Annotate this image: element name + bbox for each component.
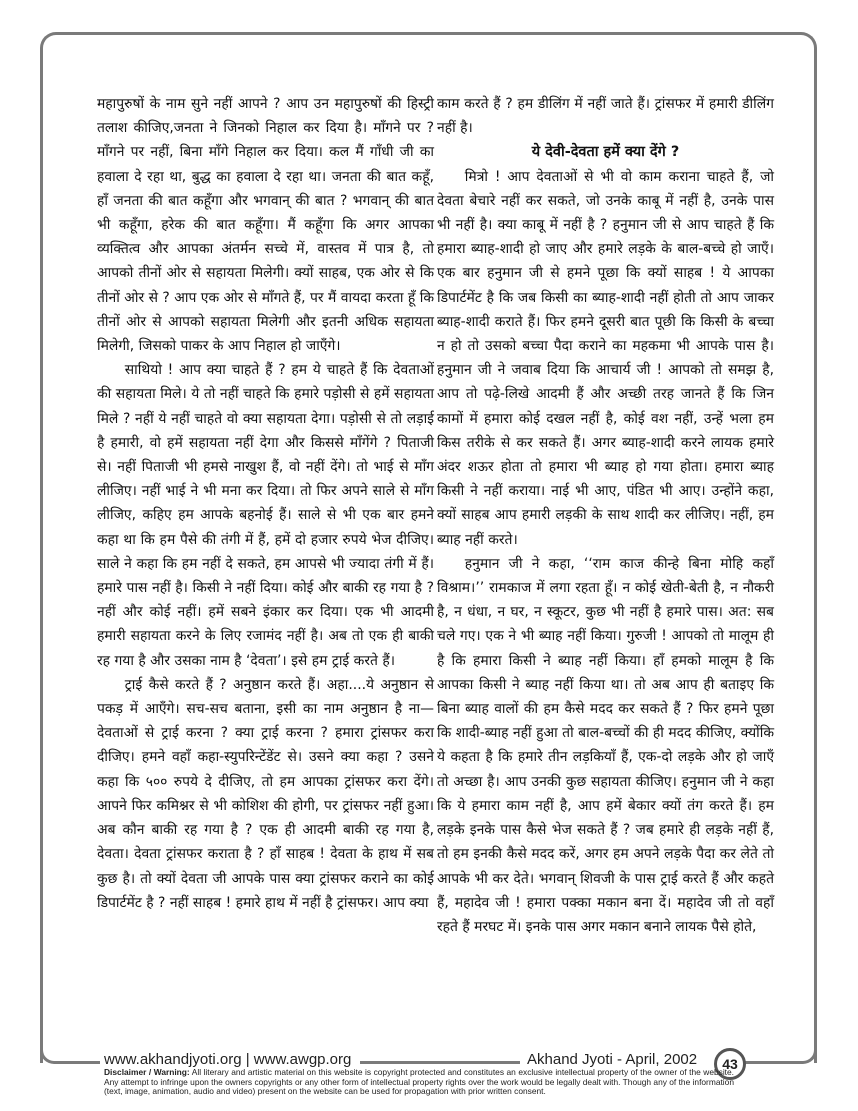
paragraph: साथियो ! आप क्या चाहते हैं ? हम ये चाहते हैं कि देवताओं की सहायता मिले। ये तो नहीं चाहते कि हमारे पड़ोसी से हमें सहायता मिले ? नहीं ये नहीं चाहते वो क्या सहायता देगा। पड़ोसी से तो लड़ाई है हमारी, वो हमें सहायता नहीं देगा और किससे माँगेंगे ? पिताजी से। नहीं पिताजी भी हमसे नाखुश हैं, वो नहीं देंगे। तो भाई से माँग लीजिए। नहीं भाई ने भी मना कर दिया। तो फिर अपने साले से माँग लीजिए, कहिए हम आपके बहनोई हैं। साले से भी एक बार हमने कहा था कि हम पैसे की तंगी में हैं, हमें दो हजार रुपये भेज दीजिए। साले ने कहा कि हम नहीं दे सकते, हम आपसे भी ज्यादा तंगी में हैं। हमारे पास नहीं है। किसी ने नहीं दिया। कोई और बाकी रह गया है ? नहीं और कोई नहीं। हमें सबने इंकार कर दिया। एक भी आदमी हमारी सहायता करने के लिए रजामंद नहीं है। अब तो एक ही बाकी रह गया है और उसका नाम है ‘देवता’। इसे हम ट्राई करते हैं। [97, 362, 434, 669]
paragraph: मित्रो ! आप देवताओं से भी वो काम कराना चाहते हैं, जो देवता बेचारे नहीं कर सकते, जो उनके काबू में नहीं है, उनके पास भी नहीं है। क्या काबू में नहीं है ? हनुमान जी से आप चाहते हैं कि हमारा ब्याह-शादी हो जाए और हमारे लड़के के बाल-बच्चे हो जाएँ। एक बार हनुमान जी से हमने पूछा कि क्यों साहब ! ये आपका डिपार्टमेंट है कि जब किसी का ब्याह-शादी नहीं होती तो आप जाकर ब्याह-शादी कराते हैं। फिर हमने दूसरी बात पूछी कि किसी के बच्चा न हो तो उसको बच्चा पैदा कराने का महकमा भी आपके पास है। हनुमान जी ने जवाब दिया कि आचार्य जी ! आपको तो समझ है, आप तो पढ़े-लिखे आदमी हैं और अच्छी तरह जानते हैं कि जिन कामों में हमारा कोई दखल नहीं है, कोई वश नहीं, उन्हें भला हम किस तरीके से कर सकते हैं। अगर ब्याह-शादी करने लायक हमारे अंदर शऊर होता तो हमारा भी ब्याह हो गया होता। हमारा ब्याह किसी ने नहीं कराया। नाई भी आए, पंडित भी आए। उन्होंने कहा, क्यों साहब आप हमारी लड़की के साथ शादी कर लीजिए। नहीं, हम ब्याह नहीं करते। [437, 168, 774, 548]
paragraph: ट्राई कैसे करते हैं ? अनुष्ठान करते हैं। अहा....ये अनुष्ठान से पकड़ में आएँगे। सच-सच बताना, इसी का नाम अनुष्ठान है ना—देवताओं से ट्राई करना ? क्या ट्राई करना ? हमारा ट्रांसफर करा दीजिए। हमने वहाँ कहा-स्युपरिन्टेंडेंट से। उसने क्या कहा ? उसने कहा कि ५०० रुपये दे दीजिए, तो हम आपका ट्रांसफर करा देंगे। आपने फिर कमिश्नर से भी कोशिश की होगी, पर ट्रांसफर नहीं हुआ। अब कौन बाकी रह गया है ? एक ही आदमी बाकी रह गया है, देवता। देवता ट्रांसफर कराता है ? हाँ साहब ! देवता के हाथ में सब कुछ है। तो क्यों देवता जी आपके पास क्या ट्रांसफर कराने का कोई डिपार्टमेंट है ? नहीं साहब ! हमारे हाथ में नहीं है ट्रांसफर। आप क्या [97, 676, 434, 911]
footer-rule-middle [360, 1061, 520, 1064]
paragraph: हनुमान जी ने कहा, ‘‘राम काज कीन्हे बिना मोहि कहाँ विश्राम।’’ रामकाज में लगा रहता हूँ। न कोई खेती-बेती है, न नौकरी है, न धंधा, न घर, न स्कूटर, कुछ भी नहीं है हमारे पास। अत: सब चले गए। एक ने भी ब्याह नहीं किया। गुरुजी ! आपको तो मालूम ही है कि हमारा किसी ने ब्याह नहीं किया। हाँ हमको मालूम है कि आपका किसी ने ब्याह नहीं किया था। तो अब आप ही बताइए कि बिना ब्याह वालों की हम कैसे मदद कर सकते हैं ? फिर हमने पूछा कि शादी-ब्याह नहीं हुआ तो बाल-बच्चों की ही मदद कीजिए, क्योंकि ये कहता है कि हमारे तीन लड़कियाँ हैं, एक-दो लड़के और हो जाएँ तो अच्छा है। आप उनकी कुछ सहायता कीजिए। हनुमान जी ने कहा कि ये हमारा काम नहीं है, आप हमें बेकार क्यों तंग करते हैं। हम लड़के इनके पास कैसे भेज सकते हैं ? जब हमारे ही लड़के नहीं हैं, तो हम इनकी कैसे मदद करें, अगर हम अपने लड़के पैदा कर लेते तो आपके भी कर देते। भगवान् शिवजी के पास ट्राई करते हैं और कहते हैं, महादेव जी ! हमारा पक्का मकान बना दें। महादेव जी तो वहाँ रहते हैं मरघट में। इनके पास अगर मकान बनाने लायक पैसे होते, [437, 555, 774, 935]
left-column [97, 92, 434, 915]
footer-website-links[interactable]: www.akhandjyoti.org | www.awgp.org [104, 1051, 355, 1068]
footer-magazine-issue: Akhand Jyoti - April, 2002 [527, 1051, 698, 1068]
footer-rule-left [60, 1061, 100, 1064]
paragraph: महापुरुषों के नाम सुने नहीं आपने ? आप उन महापुरुषों की हिस्ट्री तलाश कीजिए,जनता ने जिनको निहाल कर दिया है। माँगने पर ? माँगने पर नहीं, बिना माँगे निहाल कर दिया। कल मैं गाँधी जी का हवाला दे रहा था, बुद्ध का हवाला दे रहा था। जनता की बात कहूँ, हाँ जनता की बात कहूँगा और भगवान् की बात ? भगवान् की बात भी कहूँगा, हरेक की बात कहूँगा। मैं कहूँगा कि अगर आपका व्यक्तित्व और आपका अंतर्मन सच्चे में, वास्तव में पात्र है, तो आपको तीनों ओर से सहायता मिलेगी। क्यों साहब, एक ओर से कि तीनों ओर से ? आप एक ओर से माँगते हैं, पर मैं वायदा करता हूँ कि तीनों ओर से आपको सहायता मिलेगी और इतनी अधिक सहायता मिलेगी, जिसको पाकर के आप निहाल हो जाएँगे। [97, 96, 434, 355]
footer-rule-right [745, 1061, 797, 1064]
disclaimer-text: All literary and artistic material on this website is copyright protected and constitutes an exclusive intellectual property of the owner of the website. Any attempt to infringe upon the owners copyrights or any other form of intellectual property rights over the work would be legally dealt with. Though any of the information (text, image, animation, audio and video) present on the website can be used for propagation with prior written consent. [104, 1067, 734, 1096]
disclaimer-label: Disclaimer / Warning: [104, 1067, 190, 1077]
paragraph: काम करते हैं ? हम डीलिंग में नहीं जाते हैं। ट्रांसफर में हमारी डीलिंग नहीं है। [437, 96, 774, 137]
disclaimer [104, 1068, 734, 1097]
page-number-badge: 43 [714, 1048, 746, 1080]
right-column [437, 92, 774, 939]
section-heading: ये देवी-देवता हमें क्या देंगे ? [531, 144, 680, 161]
